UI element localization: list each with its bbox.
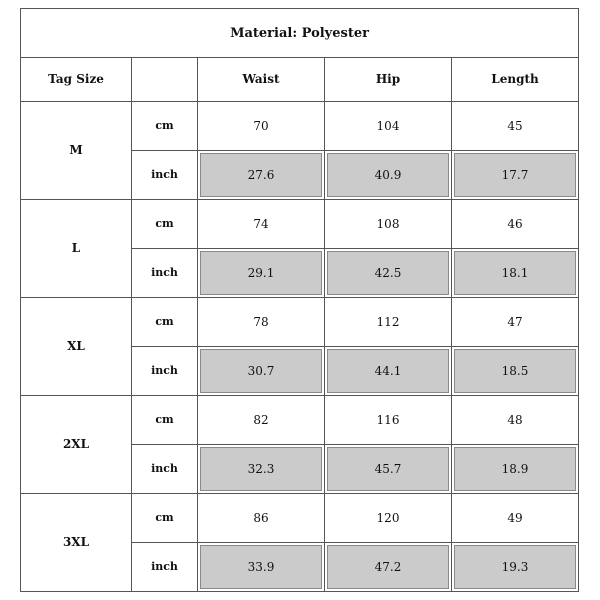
3xl-cm-waist: 86 <box>198 493 325 542</box>
tag-size-l: L <box>21 199 132 297</box>
size-row-l-cm <box>21 199 579 248</box>
m-cm-waist: 70 <box>198 101 325 150</box>
l-inch-hip: 42.5 <box>325 248 452 297</box>
header-tag-size: Tag Size <box>21 58 132 102</box>
unit-cm: cm <box>132 395 198 444</box>
header-hip: Hip <box>325 58 452 102</box>
unit-cm: cm <box>132 493 198 542</box>
m-cm-hip: 104 <box>325 101 452 150</box>
table-title: Material: Polyester <box>21 9 579 58</box>
tag-size-2xl: 2XL <box>21 395 132 493</box>
xl-cm-length: 47 <box>452 297 579 346</box>
3xl-inch-hip: 47.2 <box>325 542 452 591</box>
xl-cm-hip: 112 <box>325 297 452 346</box>
size-row-2xl-cm <box>21 395 579 444</box>
2xl-inch-length: 18.9 <box>452 444 579 493</box>
3xl-inch-length: 19.3 <box>452 542 579 591</box>
m-cm-length: 45 <box>452 101 579 150</box>
xl-inch-waist: 30.7 <box>198 346 325 395</box>
2xl-inch-hip: 45.7 <box>325 444 452 493</box>
unit-cm: cm <box>132 101 198 150</box>
l-cm-length: 46 <box>452 199 579 248</box>
tag-size-m: M <box>21 101 132 199</box>
3xl-cm-length: 49 <box>452 493 579 542</box>
unit-cm: cm <box>132 297 198 346</box>
size-row-xl-cm <box>21 297 579 346</box>
header-waist: Waist <box>198 58 325 102</box>
m-inch-hip: 40.9 <box>325 150 452 199</box>
size-row-3xl-cm <box>21 493 579 542</box>
unit-inch: inch <box>132 248 198 297</box>
unit-inch: inch <box>132 542 198 591</box>
2xl-cm-hip: 116 <box>325 395 452 444</box>
unit-inch: inch <box>132 150 198 199</box>
2xl-inch-waist: 32.3 <box>198 444 325 493</box>
header-length: Length <box>452 58 579 102</box>
unit-inch: inch <box>132 346 198 395</box>
unit-inch: inch <box>132 444 198 493</box>
2xl-cm-waist: 82 <box>198 395 325 444</box>
unit-cm: cm <box>132 199 198 248</box>
tag-size-3xl: 3XL <box>21 493 132 591</box>
l-inch-waist: 29.1 <box>198 248 325 297</box>
xl-inch-length: 18.5 <box>452 346 579 395</box>
xl-inch-hip: 44.1 <box>325 346 452 395</box>
m-inch-length: 17.7 <box>452 150 579 199</box>
m-inch-waist: 27.6 <box>198 150 325 199</box>
size-chart-table <box>20 8 579 592</box>
l-cm-hip: 108 <box>325 199 452 248</box>
size-row-m-cm <box>21 101 579 150</box>
3xl-inch-waist: 33.9 <box>198 542 325 591</box>
l-cm-waist: 74 <box>198 199 325 248</box>
header-unit <box>132 58 198 102</box>
l-inch-length: 18.1 <box>452 248 579 297</box>
2xl-cm-length: 48 <box>452 395 579 444</box>
tag-size-xl: XL <box>21 297 132 395</box>
xl-cm-waist: 78 <box>198 297 325 346</box>
3xl-cm-hip: 120 <box>325 493 452 542</box>
